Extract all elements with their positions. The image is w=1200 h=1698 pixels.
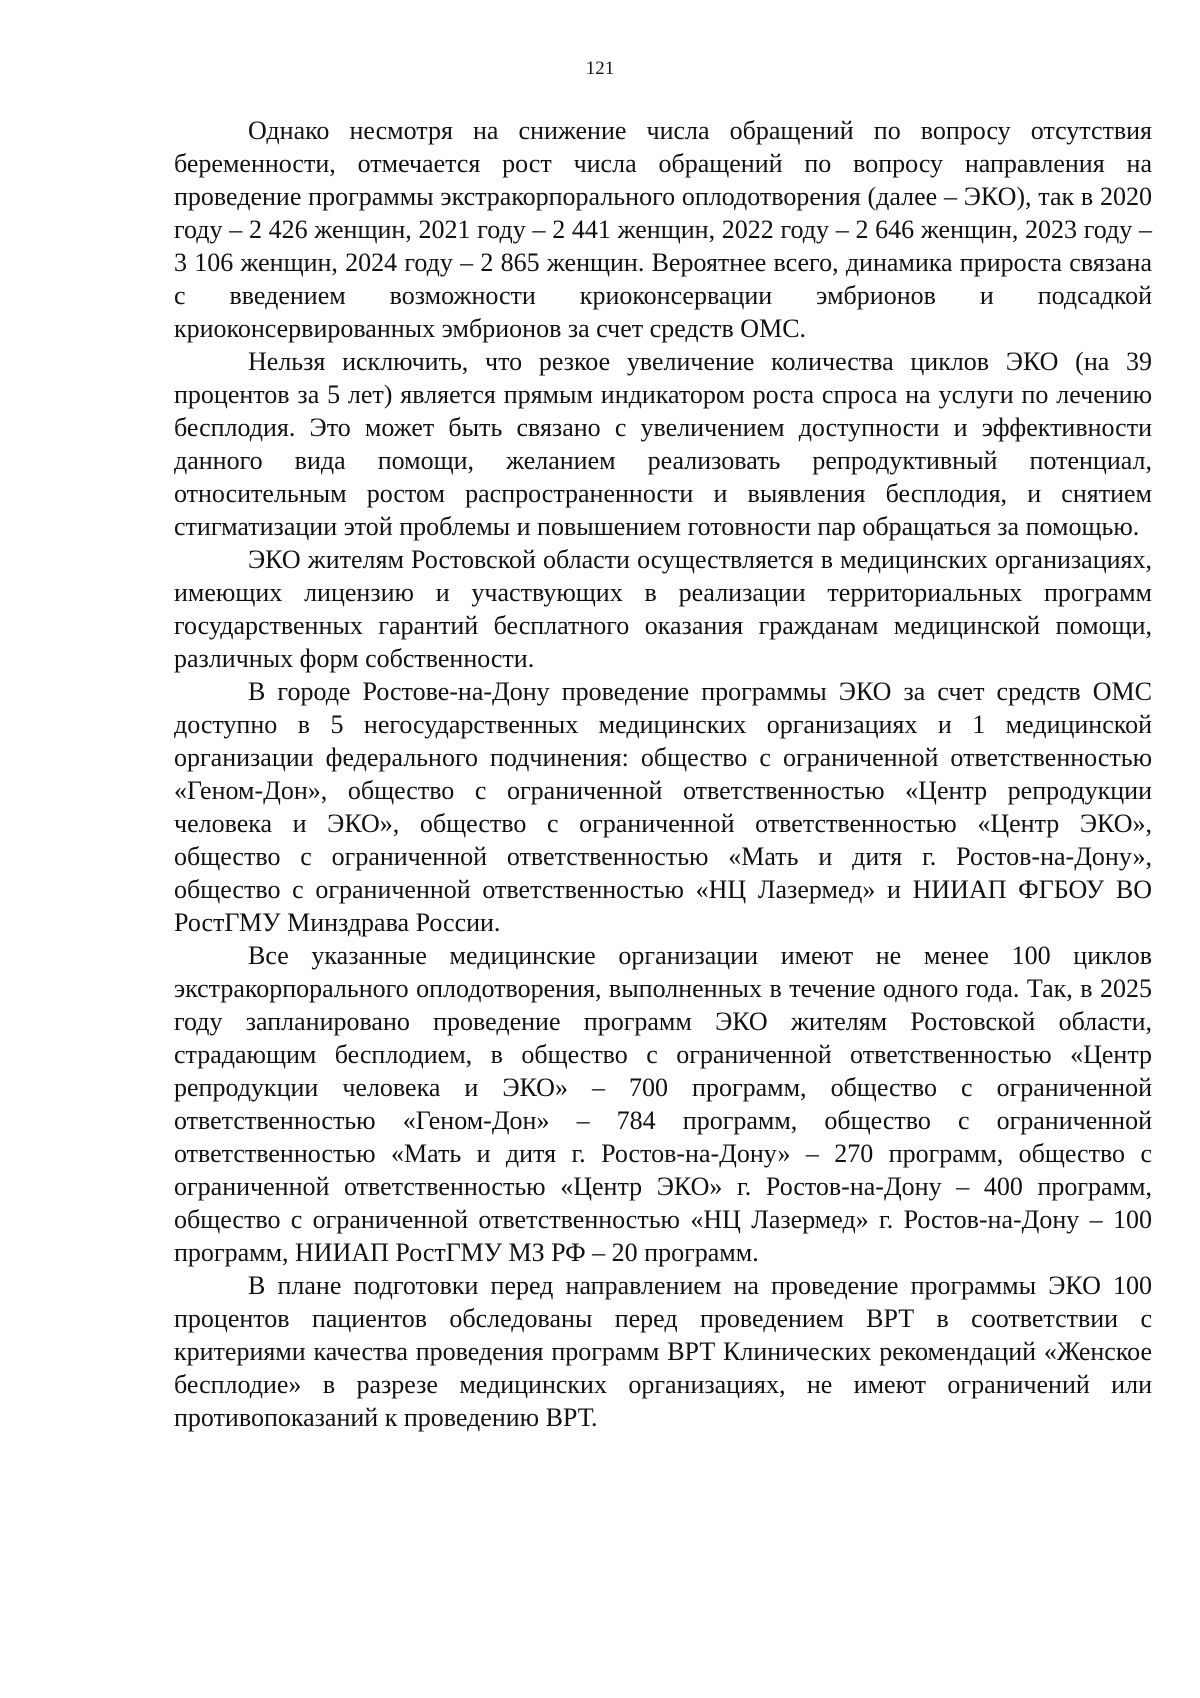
paragraph-rostov-clinics: В городе Ростове-на-Дону проведение программы ЭКО за счет средств ОМС доступно в 5 негосударственных медицинских организациях и 1 медицинской организации федерального подчинения: общество с ограниченной ответственностью «Геном-Дон», общество с ограниченной ответственностью «Центр репродукции человека и ЭКО», общество с ограниченной ответственностью «Центр ЭКО», общество с ограниченной ответственностью «Мать и дитя г. Ростов-на-Дону», общество с ограниченной ответственностью «НЦ Лазермед» и НИИАП ФГБОУ ВО РостГМУ Минздрава России. bbox=[174, 677, 1152, 937]
paragraph-2025-plan: Все указанные медицинские организации имеют не менее 100 циклов экстракорпорального оплодотворения, выполненных в течение одного года. Так, в 2025 году запланировано проведение программ ЭКО жителям Ростовской области, страдающим бесплодием, в общество с ограниченной ответственностью «Центр репродукции человека и ЭКО» – 700 программ, общество с ограниченной ответственностью «Геном-Дон» – 784 программ, общество с ограниченной ответственностью «Мать и дитя г. Ростов-на-Дону» – 270 программ, общество с ограниченной ответственностью «Центр ЭКО» г. Ростов-на-Дону – 400 программ, общество с ограниченной ответственностью «НЦ Лазермед» г. Ростов-на-Дону – 100 программ, НИИАП РостГМУ МЗ РФ – 20 программ. bbox=[174, 941, 1152, 1267]
document-body bbox=[174, 114, 1152, 1434]
paragraph-ivf-organizations: ЭКО жителям Ростовской области осуществляется в медицинских организациях, имеющих лицензию и участвующих в реализации территориальных программ государственных гарантий бесплатного оказания гражданам медицинской помощи, различных форм собственности. bbox=[174, 545, 1152, 673]
paragraph-preparation: В плане подготовки перед направлением на проведение программы ЭКО 100 процентов пациентов обследованы перед проведением ВРТ в соответствии с критериями качества проведения программ ВРТ Клинических рекомендаций «Женское бесплодие» в разрезе медицинских организациях, не имеют ограничений или противопоказаний к проведению ВРТ. bbox=[174, 1271, 1152, 1432]
paragraph-ivf-requests: Однако несмотря на снижение числа обращений по вопросу отсутствия беременности, отмечается рост числа обращений по вопросу направления на проведение программы экстракорпорального оплодотворения (далее – ЭКО), так в 2020 году – 2 426 женщин, 2021 году – 2 441 женщин, 2022 году – 2 646 женщин, 2023 году – 3 106 женщин, 2024 году – 2 865 женщин. Вероятнее всего, динамика прироста связана с введением возможности криоконсервации эмбрионов и подсадкой криоконсервированных эмбрионов за счет средств ОМС. bbox=[174, 116, 1152, 343]
paragraph-ivf-cycles-growth: Нельзя исключить, что резкое увеличение количества циклов ЭКО (на 39 процентов за 5 лет) является прямым индикатором роста спроса на услуги по лечению бесплодия. Это может быть связано с увеличением доступности и эффективности данного вида помощи, желанием реализовать репродуктивный потенциал, относительным ростом распространенности и выявления бесплодия, и снятием стигматизации этой проблемы и повышением готовности пар обращаться за помощью. bbox=[174, 347, 1152, 541]
page-number: 121 bbox=[585, 58, 615, 79]
